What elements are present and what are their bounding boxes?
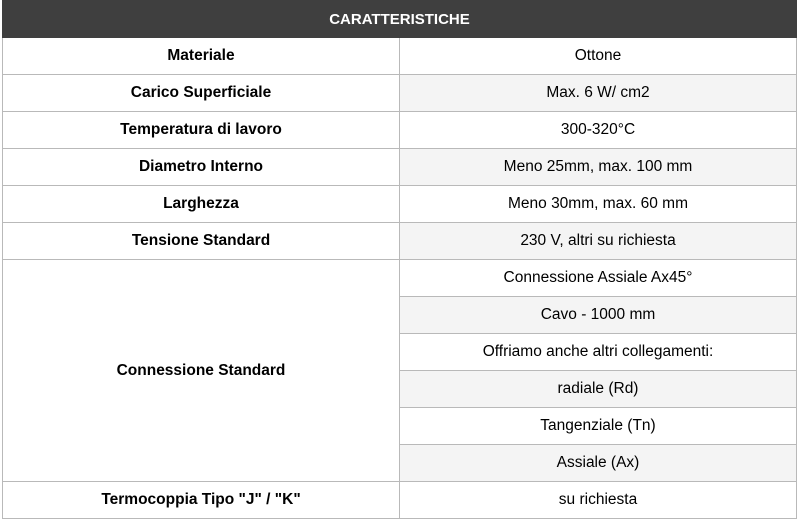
table-row xyxy=(3,260,797,297)
table-row xyxy=(3,38,797,75)
connection-value: Tangenziale (Tn) xyxy=(400,408,797,445)
row-label-diametro: Diametro Interno xyxy=(3,149,400,186)
table-header-row xyxy=(3,1,797,38)
table-row xyxy=(3,482,797,519)
row-label-connessione: Connessione Standard xyxy=(3,260,400,482)
row-label-tensione: Tensione Standard xyxy=(3,223,400,260)
specifications-table xyxy=(2,0,797,519)
table-row xyxy=(3,149,797,186)
row-value-larghezza: Meno 30mm, max. 60 mm xyxy=(400,186,797,223)
table-title: CARATTERISTICHE xyxy=(3,1,797,38)
connection-value: Connessione Assiale Ax45° xyxy=(400,260,797,297)
table-row xyxy=(3,75,797,112)
row-value-termocoppia: su richiesta xyxy=(400,482,797,519)
row-label-temperatura: Temperatura di lavoro xyxy=(3,112,400,149)
row-value-tensione: 230 V, altri su richiesta xyxy=(400,223,797,260)
row-value-materiale: Ottone xyxy=(400,38,797,75)
table-row xyxy=(3,223,797,260)
connection-value: radiale (Rd) xyxy=(400,371,797,408)
connection-value: Assiale (Ax) xyxy=(400,445,797,482)
connection-value: Offriamo anche altri collegamenti: xyxy=(400,334,797,371)
row-value-temperatura: 300-320°C xyxy=(400,112,797,149)
row-value-diametro: Meno 25mm, max. 100 mm xyxy=(400,149,797,186)
row-label-carico: Carico Superficiale xyxy=(3,75,400,112)
row-label-termocoppia: Termocoppia Tipo "J" / "K" xyxy=(3,482,400,519)
row-label-materiale: Materiale xyxy=(3,38,400,75)
connection-value: Cavo - 1000 mm xyxy=(400,297,797,334)
row-label-larghezza: Larghezza xyxy=(3,186,400,223)
table-row xyxy=(3,112,797,149)
row-value-carico: Max. 6 W/ cm2 xyxy=(400,75,797,112)
table-row xyxy=(3,186,797,223)
